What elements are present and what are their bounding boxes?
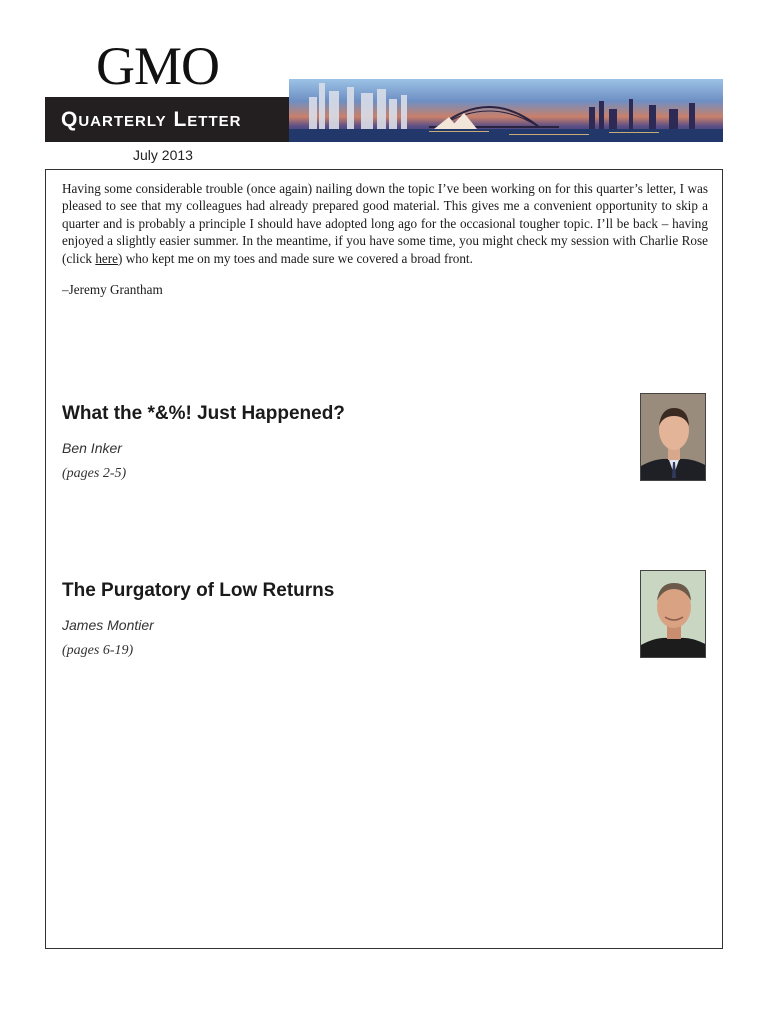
article-1 [62, 402, 708, 482]
article-2-author: James Montier [62, 617, 154, 633]
intro-text-after-link: ) who kept me on my toes and made sure we covered a broad front. [118, 250, 473, 266]
quarterly-letter-banner [45, 97, 289, 142]
charlie-rose-link[interactable]: here [95, 250, 119, 266]
ben-inker-photo [640, 393, 706, 481]
banner-skyline-image [289, 79, 723, 142]
gmo-logo: GMO [96, 36, 220, 96]
article-2-title: The Purgatory of Low Returns [62, 580, 335, 601]
article-1-title: What the *&%! Just Happened? [62, 403, 345, 424]
article-1-pages: (pages 2-5) [62, 466, 127, 481]
james-montier-photo [640, 570, 706, 658]
banner-title: Quarterly Letter [61, 108, 242, 131]
issue-date: July 2013 [133, 147, 193, 163]
signature: –Jeremy Grantham [62, 282, 163, 297]
intro-paragraph [62, 180, 708, 267]
article-2-pages: (pages 6-19) [62, 643, 134, 658]
content-box [45, 169, 723, 949]
intro-text-before-link: Having some considerable trouble (once again) nailing down the topic I’ve been working on for this quarter’s letter, I was pleased to see that my colleagues had already prepared good material. This gives me a convenient opportunity to skip a quarter and is probably a principle I should have adopted long ago for the occasional tougher topic. I’ll be back – having enjoyed a slightly easier summer. In the meantime, if you have some time, you might check my session with Charlie Rose (click [62, 181, 708, 266]
article-1-author: Ben Inker [62, 440, 122, 456]
article-2 [62, 579, 708, 659]
